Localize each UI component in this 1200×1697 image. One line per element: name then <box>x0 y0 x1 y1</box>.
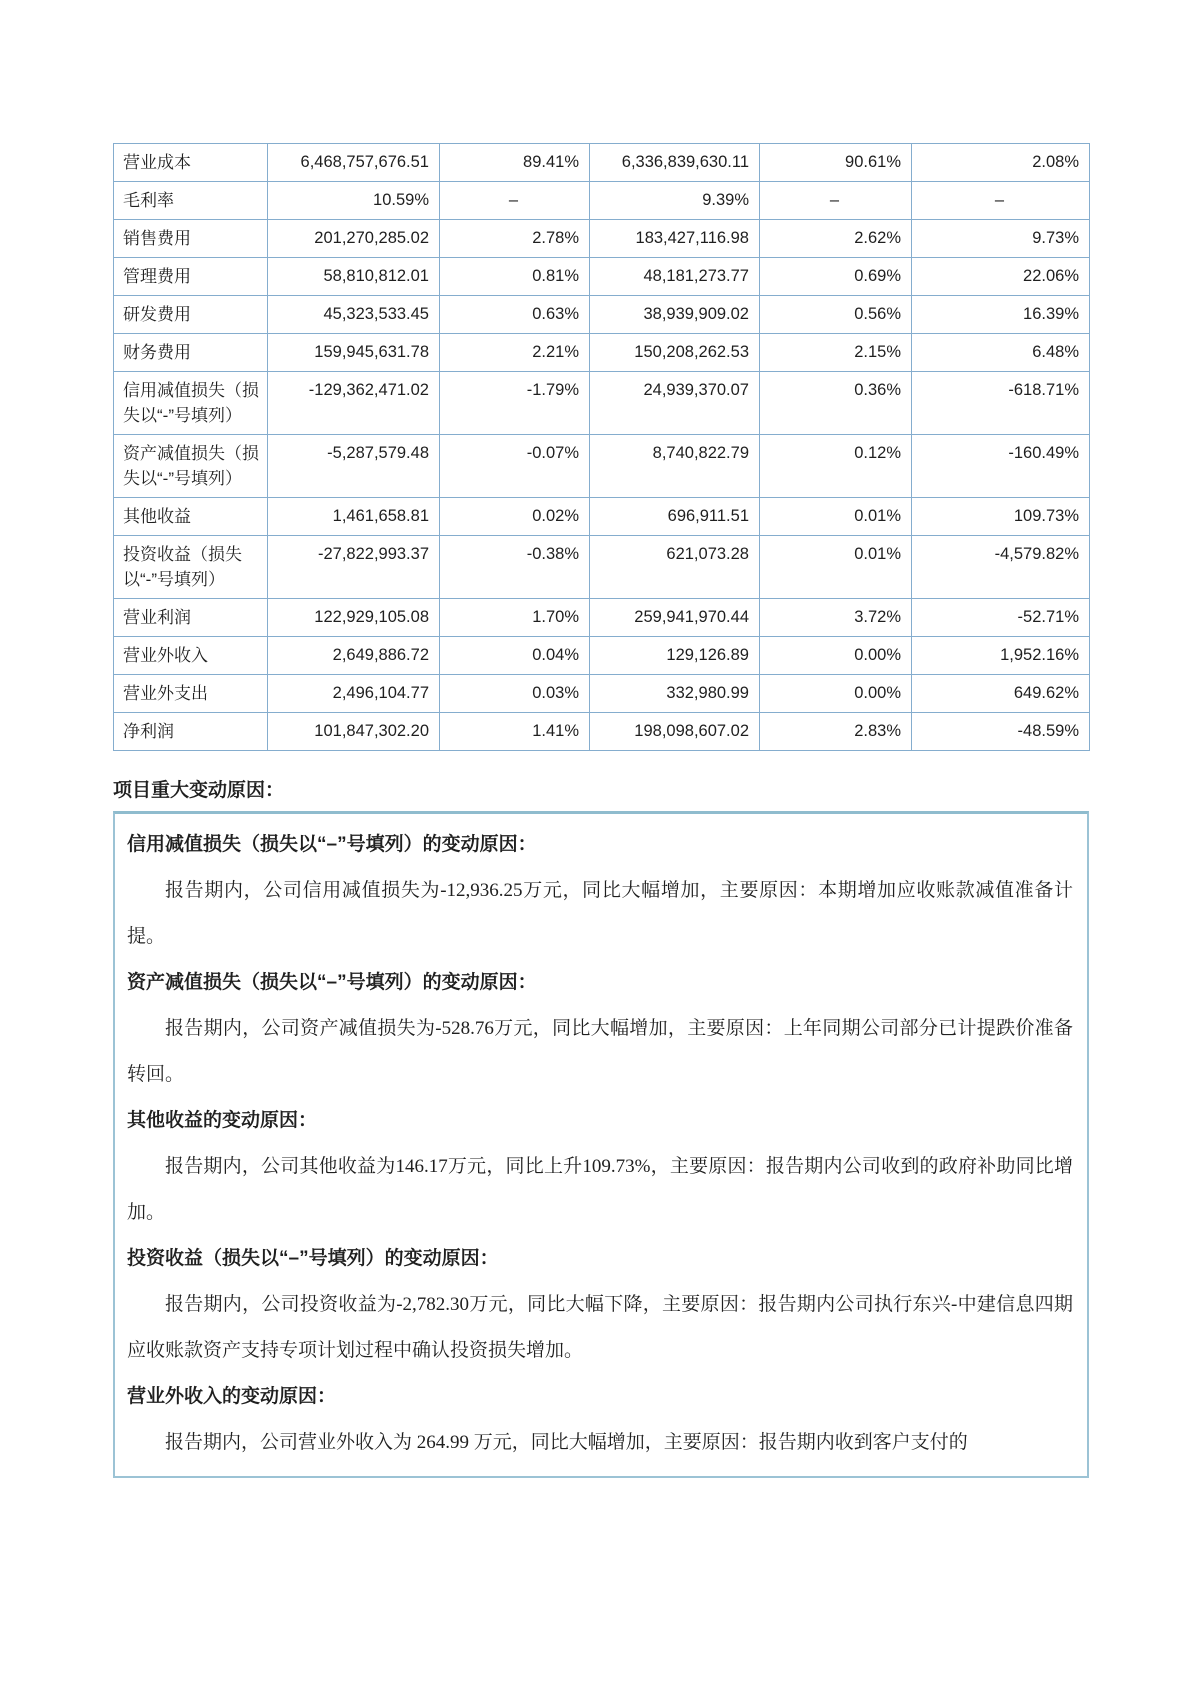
cell-value: 1,952.16% <box>912 637 1090 675</box>
table-row <box>114 637 1090 675</box>
cell-value: 90.61% <box>760 144 912 182</box>
table-row <box>114 599 1090 637</box>
note-heading: 其他收益的变动原因： <box>127 1110 318 1131</box>
cell-value: 0.69% <box>760 258 912 296</box>
cell-value: 3.72% <box>760 599 912 637</box>
financial-items-table <box>113 143 1090 751</box>
note-body: 报告期内，公司资产减值损失为-528.76万元，同比大幅增加，主要原因：上年同期公司部分已计提跌价准备转回。 <box>127 1018 1073 1085</box>
cell-value: 0.01% <box>760 498 912 536</box>
cell-value: -27,822,993.37 <box>268 536 440 599</box>
cell-value: 10.59% <box>268 182 440 220</box>
note-body: 报告期内，公司营业外收入为 264.99 万元，同比大幅增加，主要原因：报告期内收到客户支付的 <box>165 1432 968 1453</box>
cell-value: -48.59% <box>912 713 1090 751</box>
cell-value: 45,323,533.45 <box>268 296 440 334</box>
table-row <box>114 258 1090 296</box>
cell-value: 696,911.51 <box>590 498 760 536</box>
cell-value: 2.08% <box>912 144 1090 182</box>
cell-value: 198,098,607.02 <box>590 713 760 751</box>
cell-value: 0.00% <box>760 675 912 713</box>
row-label: 净利润 <box>114 713 268 751</box>
row-label: 财务费用 <box>114 334 268 372</box>
notes-title: 项目重大变动原因： <box>113 780 285 801</box>
cell-value: 1,461,658.81 <box>268 498 440 536</box>
notes-box <box>113 811 1089 1478</box>
cell-value: -160.49% <box>912 435 1090 498</box>
cell-value: 0.81% <box>440 258 590 296</box>
cell-value: 89.41% <box>440 144 590 182</box>
cell-value: 2.78% <box>440 220 590 258</box>
row-label: 其他收益 <box>114 498 268 536</box>
row-label: 营业外支出 <box>114 675 268 713</box>
cell-value: 0.02% <box>440 498 590 536</box>
cell-value: 0.12% <box>760 435 912 498</box>
cell-value: 259,941,970.44 <box>590 599 760 637</box>
cell-value: 9.39% <box>590 182 760 220</box>
table-row <box>114 296 1090 334</box>
row-label: 营业成本 <box>114 144 268 182</box>
table-row <box>114 435 1090 498</box>
cell-value: 0.63% <box>440 296 590 334</box>
cell-value: -618.71% <box>912 372 1090 435</box>
cell-value: -1.79% <box>440 372 590 435</box>
table-row <box>114 334 1090 372</box>
cell-value: 2.83% <box>760 713 912 751</box>
cell-value: -0.38% <box>440 536 590 599</box>
cell-value: 201,270,285.02 <box>268 220 440 258</box>
cell-value: 0.01% <box>760 536 912 599</box>
cell-value: 2.15% <box>760 334 912 372</box>
note-body: 报告期内，公司其他收益为146.17万元，同比上升109.73%，主要原因：报告期内公司收到的政府补助同比增加。 <box>127 1156 1073 1223</box>
cell-value: 6,336,839,630.11 <box>590 144 760 182</box>
cell-value: 332,980.99 <box>590 675 760 713</box>
cell-value: 8,740,822.79 <box>590 435 760 498</box>
cell-value: 9.73% <box>912 220 1090 258</box>
cell-value: 2.62% <box>760 220 912 258</box>
cell-value: – <box>912 182 1090 220</box>
cell-value: 2,496,104.77 <box>268 675 440 713</box>
cell-value: 1.41% <box>440 713 590 751</box>
cell-value: 183,427,116.98 <box>590 220 760 258</box>
row-label: 投资收益（损失以“-”号填列） <box>114 536 268 599</box>
cell-value: 150,208,262.53 <box>590 334 760 372</box>
cell-value: 48,181,273.77 <box>590 258 760 296</box>
cell-value: 0.36% <box>760 372 912 435</box>
cell-value: 122,929,105.08 <box>268 599 440 637</box>
table-row <box>114 372 1090 435</box>
note-heading: 营业外收入的变动原因： <box>127 1386 337 1407</box>
cell-value: 129,126.89 <box>590 637 760 675</box>
cell-value: 649.62% <box>912 675 1090 713</box>
cell-value: 109.73% <box>912 498 1090 536</box>
cell-value: 38,939,909.02 <box>590 296 760 334</box>
cell-value: -129,362,471.02 <box>268 372 440 435</box>
table-row <box>114 144 1090 182</box>
table-row <box>114 220 1090 258</box>
row-label: 营业利润 <box>114 599 268 637</box>
cell-value: 2.21% <box>440 334 590 372</box>
cell-value: 101,847,302.20 <box>268 713 440 751</box>
row-label: 管理费用 <box>114 258 268 296</box>
note-heading: 投资收益（损失以“–”号填列）的变动原因： <box>127 1248 499 1269</box>
cell-value: 2,649,886.72 <box>268 637 440 675</box>
note-body: 报告期内，公司信用减值损失为-12,936.25万元，同比大幅增加，主要原因：本期增加应收账款减值准备计提。 <box>127 880 1073 947</box>
table-row <box>114 675 1090 713</box>
table-row <box>114 182 1090 220</box>
cell-value: 0.56% <box>760 296 912 334</box>
cell-value: 0.04% <box>440 637 590 675</box>
table-row <box>114 536 1090 599</box>
note-body: 报告期内，公司投资收益为-2,782.30万元，同比大幅下降，主要原因：报告期内公司执行东兴-中建信息四期应收账款资产支持专项计划过程中确认投资损失增加。 <box>127 1294 1073 1361</box>
cell-value: 159,945,631.78 <box>268 334 440 372</box>
cell-value: 24,939,370.07 <box>590 372 760 435</box>
cell-value: 16.39% <box>912 296 1090 334</box>
cell-value: 6.48% <box>912 334 1090 372</box>
cell-value: 621,073.28 <box>590 536 760 599</box>
cell-value: -52.71% <box>912 599 1090 637</box>
row-label: 营业外收入 <box>114 637 268 675</box>
table-row <box>114 713 1090 751</box>
cell-value: 1.70% <box>440 599 590 637</box>
row-label: 研发费用 <box>114 296 268 334</box>
row-label: 毛利率 <box>114 182 268 220</box>
cell-value: 6,468,757,676.51 <box>268 144 440 182</box>
cell-value: – <box>440 182 590 220</box>
note-heading: 信用减值损失（损失以“–”号填列）的变动原因： <box>127 834 537 855</box>
row-label: 信用减值损失（损失以“-”号填列） <box>114 372 268 435</box>
cell-value: – <box>760 182 912 220</box>
table-row <box>114 498 1090 536</box>
row-label: 销售费用 <box>114 220 268 258</box>
cell-value: -5,287,579.48 <box>268 435 440 498</box>
page-content <box>113 143 1089 1478</box>
note-heading: 资产减值损失（损失以“–”号填列）的变动原因： <box>127 972 537 993</box>
cell-value: -0.07% <box>440 435 590 498</box>
cell-value: 22.06% <box>912 258 1090 296</box>
cell-value: 58,810,812.01 <box>268 258 440 296</box>
cell-value: 0.00% <box>760 637 912 675</box>
cell-value: 0.03% <box>440 675 590 713</box>
cell-value: -4,579.82% <box>912 536 1090 599</box>
row-label: 资产减值损失（损失以“-”号填列） <box>114 435 268 498</box>
